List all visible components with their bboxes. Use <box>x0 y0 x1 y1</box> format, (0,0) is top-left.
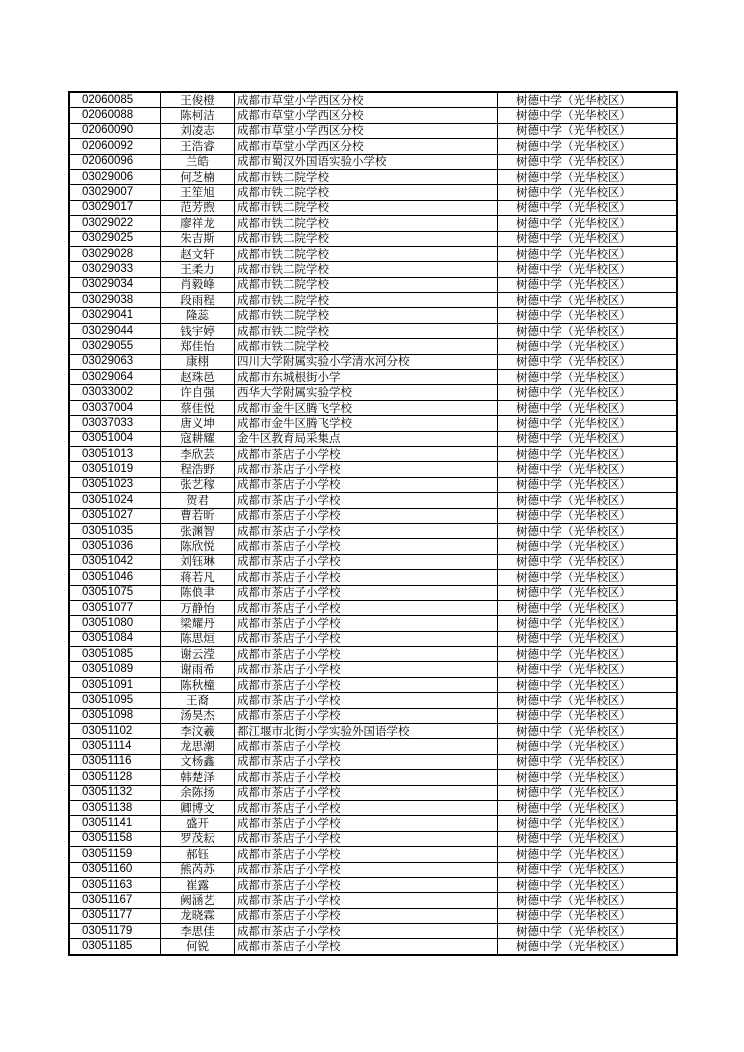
student-id-cell: 03051077 <box>69 600 161 615</box>
origin-school-cell: 成都市茶店子小学校 <box>235 477 498 492</box>
admitted-school-cell: 树德中学（光华校区） <box>498 847 678 862</box>
origin-school-cell: 成都市铁二院学校 <box>235 293 498 308</box>
student-id-cell: 03051027 <box>69 508 161 523</box>
student-name-cell: 王俊橙 <box>161 92 235 108</box>
admitted-school-cell: 树德中学（光华校区） <box>498 724 678 739</box>
admitted-school-cell: 树德中学（光华校区） <box>498 600 678 615</box>
origin-school-cell: 成都市茶店子小学校 <box>235 677 498 692</box>
table-row <box>69 246 677 261</box>
origin-school-cell: 成都市茶店子小学校 <box>235 570 498 585</box>
student-id-cell: 03051091 <box>69 677 161 692</box>
admitted-school-cell: 树德中学（光华校区） <box>498 231 678 246</box>
admitted-school-cell: 树德中学（光华校区） <box>498 370 678 385</box>
table-row <box>69 739 677 754</box>
table-row <box>69 708 677 723</box>
student-name-cell: 寇耕耀 <box>161 431 235 446</box>
admitted-school-cell: 树德中学（光华校区） <box>498 508 678 523</box>
table-row <box>69 600 677 615</box>
admitted-school-cell: 树德中学（光华校区） <box>498 924 678 939</box>
student-name-cell: 王浩睿 <box>161 139 235 154</box>
table-row <box>69 293 677 308</box>
student-id-cell: 03051138 <box>69 800 161 815</box>
origin-school-cell: 成都市铁二院学校 <box>235 185 498 200</box>
student-name-cell: 卿博文 <box>161 800 235 815</box>
table-row <box>69 508 677 523</box>
student-id-cell: 03051158 <box>69 831 161 846</box>
student-id-cell: 03029038 <box>69 293 161 308</box>
origin-school-cell: 成都市茶店子小学校 <box>235 831 498 846</box>
table-row <box>69 662 677 677</box>
student-id-cell: 03051084 <box>69 631 161 646</box>
origin-school-cell: 金牛区教育局采集点 <box>235 431 498 446</box>
origin-school-cell: 成都市茶店子小学校 <box>235 585 498 600</box>
student-id-cell: 03051163 <box>69 877 161 892</box>
admitted-school-cell: 树德中学（光华校区） <box>498 416 678 431</box>
admitted-school-cell: 树德中学（光华校区） <box>498 554 678 569</box>
origin-school-cell: 成都市铁二院学校 <box>235 323 498 338</box>
origin-school-cell: 成都市茶店子小学校 <box>235 631 498 646</box>
table-row <box>69 446 677 461</box>
table-row <box>69 693 677 708</box>
student-id-cell: 03051013 <box>69 446 161 461</box>
student-name-cell: 兰皓 <box>161 154 235 169</box>
student-name-cell: 隆蕊 <box>161 308 235 323</box>
student-name-cell: 陈柯洁 <box>161 108 235 123</box>
origin-school-cell: 都江堰市北街小学实验外国语学校 <box>235 724 498 739</box>
table-row <box>69 877 677 892</box>
origin-school-cell: 成都市茶店子小学校 <box>235 446 498 461</box>
table-row <box>69 123 677 138</box>
admitted-school-cell: 树德中学（光华校区） <box>498 539 678 554</box>
origin-school-cell: 成都市铁二院学校 <box>235 169 498 184</box>
origin-school-cell: 成都市茶店子小学校 <box>235 924 498 939</box>
student-id-cell: 02060092 <box>69 139 161 154</box>
student-name-cell: 程浩野 <box>161 462 235 477</box>
student-id-cell: 03051042 <box>69 554 161 569</box>
table-row <box>69 262 677 277</box>
admitted-school-cell: 树德中学（光华校区） <box>498 108 678 123</box>
admitted-school-cell: 树德中学（光华校区） <box>498 662 678 677</box>
origin-school-cell: 四川大学附属实验小学清水河分校 <box>235 354 498 369</box>
student-name-cell: 张渊智 <box>161 523 235 538</box>
student-name-cell: 李汶羲 <box>161 724 235 739</box>
origin-school-cell: 成都市茶店子小学校 <box>235 877 498 892</box>
student-id-cell: 03029063 <box>69 354 161 369</box>
origin-school-cell: 成都市铁二院学校 <box>235 231 498 246</box>
origin-school-cell: 成都市茶店子小学校 <box>235 493 498 508</box>
admitted-school-cell: 树德中学（光华校区） <box>498 693 678 708</box>
admitted-school-cell: 树德中学（光华校区） <box>498 293 678 308</box>
admitted-school-cell: 树德中学（光华校区） <box>498 647 678 662</box>
table-row <box>69 216 677 231</box>
student-name-cell: 王柔力 <box>161 262 235 277</box>
student-name-cell: 肖毅峰 <box>161 277 235 292</box>
student-name-cell: 韩楚泽 <box>161 770 235 785</box>
admitted-school-cell: 树德中学（光华校区） <box>498 877 678 892</box>
student-name-cell: 罗茂耘 <box>161 831 235 846</box>
admitted-school-cell: 树德中学（光华校区） <box>498 216 678 231</box>
student-name-cell: 陈思烜 <box>161 631 235 646</box>
student-id-cell: 03037033 <box>69 416 161 431</box>
origin-school-cell: 成都市铁二院学校 <box>235 200 498 215</box>
student-name-cell: 刘凌志 <box>161 123 235 138</box>
admitted-school-cell: 树德中学（光华校区） <box>498 477 678 492</box>
student-id-cell: 03051024 <box>69 493 161 508</box>
origin-school-cell: 成都市茶店子小学校 <box>235 754 498 769</box>
table-row <box>69 554 677 569</box>
admitted-school-cell: 树德中学（光华校区） <box>498 570 678 585</box>
table-row <box>69 277 677 292</box>
table-row <box>69 816 677 831</box>
student-name-cell: 陈秋橦 <box>161 677 235 692</box>
student-name-cell: 陈俍聿 <box>161 585 235 600</box>
table-row <box>69 770 677 785</box>
student-name-cell: 龙晓霖 <box>161 908 235 923</box>
table-row <box>69 908 677 923</box>
student-name-cell: 阙涵艺 <box>161 893 235 908</box>
student-id-cell: 03051160 <box>69 862 161 877</box>
table-row <box>69 631 677 646</box>
admitted-school-cell: 树德中学（光华校区） <box>498 908 678 923</box>
student-name-cell: 张艺稼 <box>161 477 235 492</box>
origin-school-cell: 成都市铁二院学校 <box>235 216 498 231</box>
origin-school-cell: 成都市铁二院学校 <box>235 339 498 354</box>
student-name-cell: 何锐 <box>161 939 235 955</box>
student-id-cell: 03029022 <box>69 216 161 231</box>
student-name-cell: 龙思潮 <box>161 739 235 754</box>
table-row <box>69 939 677 955</box>
student-id-cell: 03051177 <box>69 908 161 923</box>
student-name-cell: 贺君 <box>161 493 235 508</box>
origin-school-cell: 成都市茶店子小学校 <box>235 739 498 754</box>
table-row <box>69 493 677 508</box>
student-name-cell: 崔露 <box>161 877 235 892</box>
table-row <box>69 724 677 739</box>
admitted-school-cell: 树德中学（光华校区） <box>498 523 678 538</box>
student-name-cell: 郑佳怡 <box>161 339 235 354</box>
admitted-school-cell: 树德中学（光华校区） <box>498 154 678 169</box>
student-name-cell: 何芝楠 <box>161 169 235 184</box>
student-id-cell: 03051185 <box>69 939 161 955</box>
admitted-school-cell: 树德中学（光华校区） <box>498 246 678 261</box>
student-id-cell: 03037004 <box>69 400 161 415</box>
student-id-cell: 03051116 <box>69 754 161 769</box>
student-id-cell: 02060096 <box>69 154 161 169</box>
table-row <box>69 308 677 323</box>
origin-school-cell: 成都市茶店子小学校 <box>235 616 498 631</box>
table-row <box>69 831 677 846</box>
origin-school-cell: 成都市茶店子小学校 <box>235 862 498 877</box>
table-row <box>69 185 677 200</box>
student-id-cell: 02060090 <box>69 123 161 138</box>
student-id-cell: 03051023 <box>69 477 161 492</box>
admitted-school-cell: 树德中学（光华校区） <box>498 800 678 815</box>
student-name-cell: 朱吉斯 <box>161 231 235 246</box>
student-name-cell: 蒋若凡 <box>161 570 235 585</box>
student-id-cell: 03051019 <box>69 462 161 477</box>
admitted-school-cell: 树德中学（光华校区） <box>498 200 678 215</box>
origin-school-cell: 成都市茶店子小学校 <box>235 800 498 815</box>
table-row <box>69 416 677 431</box>
admitted-school-cell: 树德中学（光华校区） <box>498 354 678 369</box>
admitted-school-cell: 树德中学（光华校区） <box>498 770 678 785</box>
admitted-school-cell: 树德中学（光华校区） <box>498 893 678 908</box>
origin-school-cell: 成都市茶店子小学校 <box>235 662 498 677</box>
admitted-school-cell: 树德中学（光华校区） <box>498 785 678 800</box>
student-id-cell: 03029064 <box>69 370 161 385</box>
student-name-cell: 余陈扬 <box>161 785 235 800</box>
admitted-school-cell: 树德中学（光华校区） <box>498 400 678 415</box>
student-name-cell: 王笙旭 <box>161 185 235 200</box>
table-row <box>69 477 677 492</box>
student-id-cell: 02060088 <box>69 108 161 123</box>
origin-school-cell: 成都市铁二院学校 <box>235 246 498 261</box>
origin-school-cell: 成都市茶店子小学校 <box>235 785 498 800</box>
admitted-school-cell: 树德中学（光华校区） <box>498 462 678 477</box>
origin-school-cell: 成都市茶店子小学校 <box>235 539 498 554</box>
student-id-cell: 03051128 <box>69 770 161 785</box>
origin-school-cell: 成都市蜀汉外国语实验小学校 <box>235 154 498 169</box>
table-row <box>69 523 677 538</box>
table-row <box>69 570 677 585</box>
table-row <box>69 323 677 338</box>
table-row <box>69 139 677 154</box>
table-row <box>69 847 677 862</box>
origin-school-cell: 成都市铁二院学校 <box>235 277 498 292</box>
student-name-cell: 谢雨希 <box>161 662 235 677</box>
table-row <box>69 893 677 908</box>
table-row <box>69 370 677 385</box>
table-row <box>69 539 677 554</box>
student-name-cell: 王裔 <box>161 693 235 708</box>
student-name-cell: 段雨程 <box>161 293 235 308</box>
admitted-school-cell: 树德中学（光华校区） <box>498 339 678 354</box>
admitted-school-cell: 树德中学（光华校区） <box>498 939 678 955</box>
student-id-cell: 03051004 <box>69 431 161 446</box>
student-id-cell: 03051095 <box>69 693 161 708</box>
student-name-cell: 钱宇婷 <box>161 323 235 338</box>
table-row <box>69 785 677 800</box>
origin-school-cell: 成都市金牛区腾飞学校 <box>235 400 498 415</box>
table-row <box>69 431 677 446</box>
admitted-school-cell: 树德中学（光华校区） <box>498 308 678 323</box>
student-name-cell: 熊芮苏 <box>161 862 235 877</box>
admitted-school-cell: 树德中学（光华校区） <box>498 493 678 508</box>
student-id-cell: 03051080 <box>69 616 161 631</box>
origin-school-cell: 成都市茶店子小学校 <box>235 847 498 862</box>
origin-school-cell: 成都市茶店子小学校 <box>235 939 498 955</box>
table-row <box>69 647 677 662</box>
origin-school-cell: 成都市茶店子小学校 <box>235 600 498 615</box>
table-row <box>69 462 677 477</box>
student-id-cell: 03029017 <box>69 200 161 215</box>
table-row <box>69 92 677 108</box>
origin-school-cell: 成都市茶店子小学校 <box>235 816 498 831</box>
origin-school-cell: 成都市茶店子小学校 <box>235 647 498 662</box>
table-row <box>69 754 677 769</box>
student-id-cell: 03051141 <box>69 816 161 831</box>
origin-school-cell: 成都市草堂小学西区分校 <box>235 92 498 108</box>
admitted-school-cell: 树德中学（光华校区） <box>498 431 678 446</box>
table-row <box>69 385 677 400</box>
student-id-cell: 03051159 <box>69 847 161 862</box>
student-name-cell: 刘钰琳 <box>161 554 235 569</box>
admitted-school-cell: 树德中学（光华校区） <box>498 708 678 723</box>
admitted-school-cell: 树德中学（光华校区） <box>498 754 678 769</box>
student-id-cell: 03051132 <box>69 785 161 800</box>
student-name-cell: 许自强 <box>161 385 235 400</box>
table-row <box>69 169 677 184</box>
origin-school-cell: 成都市茶店子小学校 <box>235 462 498 477</box>
table-row <box>69 200 677 215</box>
student-name-cell: 汤昊杰 <box>161 708 235 723</box>
origin-school-cell: 成都市草堂小学西区分校 <box>235 108 498 123</box>
student-id-cell: 03051114 <box>69 739 161 754</box>
student-id-cell: 03029034 <box>69 277 161 292</box>
admitted-school-cell: 树德中学（光华校区） <box>498 92 678 108</box>
origin-school-cell: 成都市铁二院学校 <box>235 262 498 277</box>
origin-school-cell: 成都市铁二院学校 <box>235 308 498 323</box>
origin-school-cell: 成都市茶店子小学校 <box>235 770 498 785</box>
origin-school-cell: 成都市金牛区腾飞学校 <box>235 416 498 431</box>
student-name-cell: 盛开 <box>161 816 235 831</box>
admitted-school-cell: 树德中学（光华校区） <box>498 323 678 338</box>
origin-school-cell: 成都市茶店子小学校 <box>235 508 498 523</box>
student-id-cell: 03029041 <box>69 308 161 323</box>
student-name-cell: 范芳煦 <box>161 200 235 215</box>
student-name-cell: 康栩 <box>161 354 235 369</box>
student-id-cell: 03051075 <box>69 585 161 600</box>
student-id-cell: 03033002 <box>69 385 161 400</box>
student-id-cell: 03029007 <box>69 185 161 200</box>
student-id-cell: 03051089 <box>69 662 161 677</box>
admitted-school-cell: 树德中学（光华校区） <box>498 262 678 277</box>
student-name-cell: 唐义坤 <box>161 416 235 431</box>
origin-school-cell: 成都市草堂小学西区分校 <box>235 139 498 154</box>
table-row <box>69 677 677 692</box>
student-name-cell: 万静怡 <box>161 600 235 615</box>
origin-school-cell: 成都市茶店子小学校 <box>235 693 498 708</box>
origin-school-cell: 成都市茶店子小学校 <box>235 523 498 538</box>
student-id-cell: 03029006 <box>69 169 161 184</box>
student-id-cell: 03051035 <box>69 523 161 538</box>
admitted-school-cell: 树德中学（光华校区） <box>498 277 678 292</box>
student-id-cell: 03051167 <box>69 893 161 908</box>
admitted-school-cell: 树德中学（光华校区） <box>498 385 678 400</box>
student-id-cell: 03029055 <box>69 339 161 354</box>
student-name-cell: 廖祥龙 <box>161 216 235 231</box>
table-row <box>69 616 677 631</box>
student-name-cell: 梁耀丹 <box>161 616 235 631</box>
table-row <box>69 862 677 877</box>
table-row <box>69 400 677 415</box>
student-id-cell: 03051102 <box>69 724 161 739</box>
admitted-school-cell: 树德中学（光华校区） <box>498 862 678 877</box>
student-id-cell: 03029028 <box>69 246 161 261</box>
student-name-cell: 谢云滢 <box>161 647 235 662</box>
origin-school-cell: 成都市茶店子小学校 <box>235 708 498 723</box>
origin-school-cell: 成都市草堂小学西区分校 <box>235 123 498 138</box>
admitted-school-cell: 树德中学（光华校区） <box>498 446 678 461</box>
admitted-school-cell: 树德中学（光华校区） <box>498 585 678 600</box>
student-name-cell: 陈欣悦 <box>161 539 235 554</box>
student-id-cell: 03051085 <box>69 647 161 662</box>
table-row <box>69 354 677 369</box>
student-name-cell: 文杨鑫 <box>161 754 235 769</box>
admitted-school-cell: 树德中学（光华校区） <box>498 185 678 200</box>
admitted-school-cell: 树德中学（光华校区） <box>498 123 678 138</box>
origin-school-cell: 成都市茶店子小学校 <box>235 554 498 569</box>
student-id-cell: 03029033 <box>69 262 161 277</box>
student-id-cell: 03051179 <box>69 924 161 939</box>
admitted-school-cell: 树德中学（光华校区） <box>498 831 678 846</box>
admitted-school-cell: 树德中学（光华校区） <box>498 739 678 754</box>
admitted-school-cell: 树德中学（光华校区） <box>498 169 678 184</box>
admission-table <box>68 91 678 956</box>
student-id-cell: 03051046 <box>69 570 161 585</box>
table-row <box>69 924 677 939</box>
origin-school-cell: 西华大学附属实验学校 <box>235 385 498 400</box>
table-row <box>69 231 677 246</box>
student-name-cell: 郝钰 <box>161 847 235 862</box>
admitted-school-cell: 树德中学（光华校区） <box>498 139 678 154</box>
admitted-school-cell: 树德中学（光华校区） <box>498 631 678 646</box>
table-row <box>69 339 677 354</box>
origin-school-cell: 成都市茶店子小学校 <box>235 908 498 923</box>
origin-school-cell: 成都市茶店子小学校 <box>235 893 498 908</box>
student-name-cell: 蔡佳悦 <box>161 400 235 415</box>
table-body <box>69 92 677 955</box>
table-row <box>69 800 677 815</box>
student-name-cell: 赵珠邑 <box>161 370 235 385</box>
student-name-cell: 赵文轩 <box>161 246 235 261</box>
student-name-cell: 李欣芸 <box>161 446 235 461</box>
table-row <box>69 154 677 169</box>
origin-school-cell: 成都市东城根街小学 <box>235 370 498 385</box>
student-id-cell: 03029025 <box>69 231 161 246</box>
student-id-cell: 02060085 <box>69 92 161 108</box>
table-row <box>69 585 677 600</box>
admitted-school-cell: 树德中学（光华校区） <box>498 677 678 692</box>
student-name-cell: 曹若昕 <box>161 508 235 523</box>
student-id-cell: 03029044 <box>69 323 161 338</box>
student-id-cell: 03051036 <box>69 539 161 554</box>
student-id-cell: 03051098 <box>69 708 161 723</box>
student-name-cell: 李思佳 <box>161 924 235 939</box>
admitted-school-cell: 树德中学（光华校区） <box>498 816 678 831</box>
table-row <box>69 108 677 123</box>
admitted-school-cell: 树德中学（光华校区） <box>498 616 678 631</box>
